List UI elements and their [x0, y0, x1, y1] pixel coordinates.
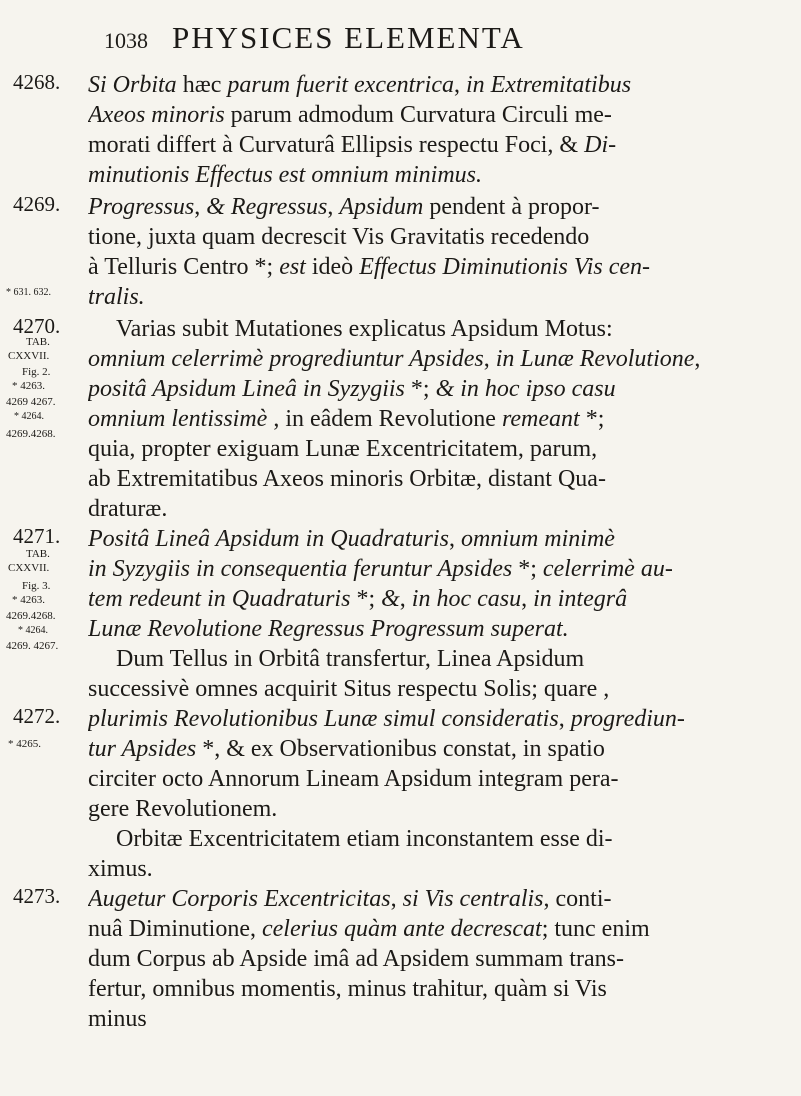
- text-line: [88, 404, 778, 434]
- text-run: celerius quàm ante decrescat: [261, 916, 542, 942]
- text-run: ,: [390, 886, 403, 912]
- text-run: *;: [518, 556, 543, 582]
- text-run: dum Corpus ab Apside imâ ad Apsidem summam trans-: [88, 946, 624, 972]
- paragraph-number: 4271.: [13, 524, 61, 548]
- text-run: Augetur Corporis Excentricitas: [88, 886, 391, 912]
- text-run: in integrâ: [533, 586, 628, 612]
- text-run: & Regressus: [206, 194, 328, 220]
- side-note: CXXVII.: [8, 562, 50, 574]
- text-line: [88, 734, 778, 764]
- text-run: Varias subit Mutationes explicatus Apsidum Motus:: [116, 316, 613, 342]
- text-run: Positâ Lineâ Apsidum in Quadraturis: [88, 526, 449, 552]
- text-line: [88, 130, 778, 160]
- text-line: [88, 494, 778, 524]
- text-run: in hoc casu: [411, 586, 522, 612]
- text-run: minus: [88, 1006, 147, 1032]
- paragraph-number: 4273.: [13, 884, 61, 908]
- side-note: * 4263.: [12, 594, 45, 606]
- text-line: [88, 524, 778, 554]
- text-run: à Telluris Centro *;: [88, 254, 280, 280]
- text-line: [88, 914, 778, 944]
- text-run: nuâ Diminutione,: [88, 916, 262, 942]
- text-run: ab Extremitatibus Axeos minoris Orbitæ, distant Qua-: [88, 466, 606, 492]
- text-line: [88, 282, 778, 312]
- text-line: [88, 614, 778, 644]
- text-line: [88, 794, 778, 824]
- text-line: [88, 1004, 778, 1034]
- text-run: ,: [453, 72, 466, 98]
- text-run: Progressus: [88, 194, 195, 220]
- text-run: positâ Apsidum Lineâ in Syzygiis: [88, 376, 411, 402]
- text-line: [88, 764, 778, 794]
- paragraph-4273: [13, 884, 778, 1034]
- text-run: ,: [483, 346, 496, 372]
- paragraph-number: 4269.: [13, 192, 61, 216]
- text-run: pendent à propor-: [429, 194, 600, 220]
- text-line: [88, 944, 778, 974]
- text-run: est: [279, 254, 312, 280]
- side-note: * 4264.: [14, 411, 44, 422]
- side-note: 4269.4268.: [6, 610, 56, 622]
- text-run: gere Revolutionem.: [88, 796, 278, 822]
- text-run: , conti-: [543, 886, 612, 912]
- text-run: ,: [694, 346, 701, 372]
- text-line: [88, 222, 778, 252]
- text-run: tralis.: [88, 284, 145, 310]
- text-run: quia, propter exiguam Lunæ Excentricitatem, parum,: [88, 436, 598, 462]
- page-number: 1038: [104, 28, 148, 53]
- text-run: ,: [521, 586, 534, 612]
- text-line: [88, 160, 778, 190]
- text-run: celerrimè au-: [542, 556, 673, 582]
- text-line: [88, 434, 778, 464]
- text-line: [88, 344, 778, 374]
- text-run: *;: [410, 376, 436, 402]
- side-note: TAB.: [26, 548, 50, 560]
- text-run: Di-: [584, 132, 617, 158]
- text-run: omnium minimè: [460, 526, 615, 552]
- text-line: [88, 644, 778, 674]
- side-note: 4269 4267.: [6, 396, 56, 408]
- text-run: draturæ.: [88, 496, 168, 522]
- text-run: minutionis Effectus est omnium minimus.: [88, 162, 482, 188]
- paragraph-number: 4270.: [13, 314, 61, 338]
- text-run: Orbitæ Excentricitatem etiam inconstantem esse di-: [116, 826, 613, 852]
- text-run: plurimis Revolutionibus Lunæ simul consideratis: [88, 706, 559, 732]
- text-line: [88, 464, 778, 494]
- side-note: Fig. 3.: [22, 580, 51, 592]
- text-run: Axeos minoris: [88, 102, 231, 128]
- text-run: tur Apsides: [88, 736, 203, 762]
- side-note: 4269.4268.: [6, 428, 56, 440]
- text-run: Apsidum: [339, 194, 430, 220]
- text-run: Si Orbita: [88, 72, 183, 98]
- text-line: [88, 374, 778, 404]
- text-run: successivè omnes acquirit Situs respectu Solis; quare ,: [88, 676, 610, 702]
- text-run: ximus.: [88, 856, 153, 882]
- text-run: ideò: [311, 254, 360, 280]
- text-run: ,: [558, 706, 571, 732]
- side-note: Fig. 2.: [22, 366, 51, 378]
- text-run: omnium celerrimè progrediuntur Apsides: [88, 346, 484, 372]
- text-run: hæc: [182, 72, 228, 98]
- text-run: omnium lentissimè: [88, 406, 274, 432]
- text-run: si Vis centralis: [402, 886, 544, 912]
- text-run: in Extremitatibus: [465, 72, 632, 98]
- text-run: Lunæ Revolutione Regressus Progressum superat.: [88, 616, 569, 642]
- text-line: [88, 824, 778, 854]
- text-run: in Syzygiis in consequentia feruntur Apsides: [88, 556, 519, 582]
- text-run: morati differt à Curvaturâ Ellipsis respectu Foci, &: [88, 132, 585, 158]
- side-note: * 631. 632.: [6, 287, 51, 298]
- side-note: 4269. 4267.: [6, 640, 59, 652]
- text-run: remeant: [501, 406, 586, 432]
- text-run: *, & ex Observationibus constat, in spatio: [202, 736, 605, 762]
- text-line: [88, 974, 778, 1004]
- text-run: *;: [356, 586, 382, 612]
- text-run: *;: [585, 406, 605, 432]
- paragraph-number: 4272.: [13, 704, 61, 728]
- text-line: [88, 674, 778, 704]
- text-run: , in eâdem Revolutione: [273, 406, 502, 432]
- page-header: [0, 16, 801, 56]
- paragraph-4268: [13, 70, 778, 190]
- text-line: [88, 192, 778, 222]
- text-run: ,: [327, 194, 340, 220]
- text-run: ,: [194, 194, 207, 220]
- side-note: * 4265.: [8, 738, 41, 750]
- text-line: [88, 584, 778, 614]
- text-run: & in hoc ipso casu: [435, 376, 616, 402]
- text-line: [88, 100, 778, 130]
- text-line: [88, 704, 778, 734]
- text-line: [88, 854, 778, 884]
- text-line: [88, 252, 778, 282]
- text-line: [88, 70, 778, 100]
- text-run: in Lunæ Revolutione: [495, 346, 695, 372]
- text-run: parum fuerit excentrica: [227, 72, 454, 98]
- text-run: progrediun-: [570, 706, 685, 732]
- paragraph-number: 4268.: [13, 70, 61, 94]
- text-line: [88, 314, 778, 344]
- text-run: Effectus Diminutionis Vis cen-: [359, 254, 651, 280]
- text-run: parum admodum Curvatura Circuli me-: [230, 102, 612, 128]
- text-run: ; tunc enim: [541, 916, 650, 942]
- text-run: &: [381, 586, 400, 612]
- text-line: [88, 554, 778, 584]
- text-run: tem redeunt in Quadraturis: [88, 586, 357, 612]
- text-run: ,: [448, 526, 461, 552]
- text-run: circiter octo Annorum Lineam Apsidum integram pera-: [88, 766, 619, 792]
- side-note: TAB.: [26, 336, 50, 348]
- running-head: PHYSICES ELEMENTA: [172, 20, 525, 55]
- text-run: Dum Tellus in Orbitâ transfertur, Linea Apsidum: [116, 646, 585, 672]
- text-run: fertur, omnibus momentis, minus trahitur, quàm si Vis: [88, 976, 607, 1002]
- side-note: CXXVII.: [8, 350, 50, 362]
- text-line: [88, 884, 778, 914]
- side-note: * 4264.: [18, 625, 48, 636]
- text-run: ,: [399, 586, 412, 612]
- text-run: tione, juxta quam decrescit Vis Gravitatis recedendo: [88, 224, 590, 250]
- side-note: * 4263.: [12, 380, 45, 392]
